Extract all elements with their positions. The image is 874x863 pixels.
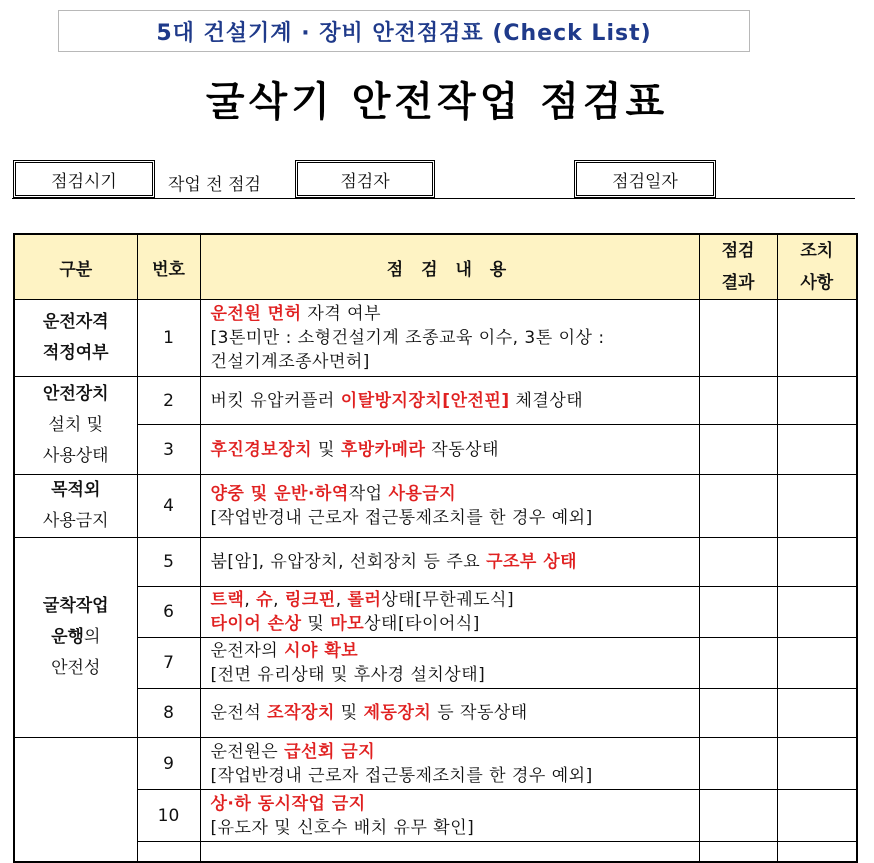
category-text: 운행 [51, 627, 84, 647]
result-cell[interactable] [699, 538, 777, 587]
item-number: 1 [137, 300, 200, 377]
item-number: 10 [137, 790, 200, 842]
item-text: 자격 여부 [301, 304, 382, 324]
item-number: 7 [137, 638, 200, 689]
item-highlight: 후방카메라 [340, 439, 426, 460]
item-highlight: 구조부 상태 [486, 552, 578, 572]
action-cell[interactable] [777, 842, 857, 862]
action-cell[interactable] [777, 738, 857, 790]
item-text: , [244, 590, 257, 610]
timing-label: 점검시기 [13, 160, 155, 198]
item-highlight: 타이어 손상 [210, 614, 302, 634]
action-cell[interactable] [777, 689, 857, 738]
item-text: , [273, 590, 285, 610]
category-text: 안전장치 [42, 384, 109, 404]
info-underline [12, 198, 855, 199]
item-number: 5 [137, 538, 200, 587]
action-cell[interactable] [777, 377, 857, 425]
header-row [14, 234, 857, 300]
header-result [699, 234, 777, 300]
item-number: 9 [137, 738, 200, 790]
table-row [14, 425, 857, 475]
item-content [200, 425, 699, 475]
table-row [14, 842, 857, 862]
item-note: [유도자 및 신호수 배치 유무 확인] [210, 817, 475, 838]
item-text: 운전자의 [210, 641, 285, 661]
header-result-line1: 점검 [721, 241, 755, 261]
header-number: 번호 [137, 234, 200, 300]
action-cell[interactable] [777, 475, 857, 538]
table-row [14, 587, 857, 638]
item-content [200, 475, 699, 538]
item-highlight: 급선회 금지 [284, 741, 376, 762]
result-cell[interactable] [699, 587, 777, 638]
category-text: 적정여부 [42, 343, 109, 363]
action-cell[interactable] [777, 790, 857, 842]
table-row [14, 689, 857, 738]
item-text: 및 [301, 614, 331, 634]
category-misuse [14, 475, 137, 538]
category-safety-device [14, 377, 137, 475]
item-text: 버킷 유압커플러 [210, 390, 341, 411]
table-row [14, 538, 857, 587]
header-content: 점 검 내 용 [200, 234, 699, 300]
checklist-table [13, 233, 858, 863]
action-cell[interactable] [777, 638, 857, 689]
item-note: [작업반경내 근로자 접근통제조치를 한 경우 예외] [210, 508, 593, 528]
item-highlight: 조작장치 [267, 703, 335, 723]
result-cell[interactable] [699, 425, 777, 475]
result-cell[interactable] [699, 842, 777, 862]
item-text: 및 [334, 703, 364, 723]
category-operation [14, 538, 137, 738]
item-content [200, 377, 699, 425]
item-text: 상태[무한궤도식] [381, 590, 515, 610]
item-text: 등 작동상태 [431, 703, 528, 723]
result-cell[interactable] [699, 638, 777, 689]
item-content [200, 842, 699, 862]
result-cell[interactable] [699, 790, 777, 842]
category-text: 운전자격 [42, 312, 109, 332]
result-cell[interactable] [699, 377, 777, 425]
item-note: [전면 유리상태 및 후사경 설치상태] [210, 665, 486, 685]
category-text: 목적외 [51, 480, 101, 500]
table-row [14, 738, 857, 790]
item-content [200, 300, 699, 377]
header-action [777, 234, 857, 300]
result-cell[interactable] [699, 689, 777, 738]
category-text: 설치 및 [48, 415, 104, 435]
action-cell[interactable] [777, 300, 857, 377]
item-text: 붐[암], 유압장치, 선회장치 등 주요 [210, 552, 487, 572]
header-action-line1: 조치 [800, 241, 834, 261]
action-cell[interactable] [777, 587, 857, 638]
item-text: 작동상태 [425, 439, 499, 460]
document-banner: 5대 건설기계 · 장비 안전점검표 (Check List) [58, 10, 750, 52]
date-label: 점검일자 [574, 160, 716, 198]
item-number: 6 [137, 587, 200, 638]
item-text: 운전석 [210, 703, 268, 723]
item-highlight: 링크핀 [284, 590, 336, 610]
category-text: 사용상태 [42, 446, 109, 466]
item-highlight: 제동장치 [363, 703, 432, 723]
action-cell[interactable] [777, 425, 857, 475]
item-number: 3 [137, 425, 200, 475]
inspector-label: 점검자 [295, 160, 435, 198]
item-highlight: 사용금지 [388, 484, 457, 504]
item-text: 운전원은 [210, 741, 285, 762]
table-row [14, 638, 857, 689]
table-row [14, 790, 857, 842]
header-category: 구분 [14, 234, 137, 300]
item-highlight: 트랙 [210, 590, 245, 610]
item-number: 2 [137, 377, 200, 425]
item-content [200, 587, 699, 638]
item-note: [3톤미만 : 소형건설기계 조종교육 이수, 3톤 이상 : [210, 328, 605, 348]
header-result-line2: 결과 [721, 273, 755, 293]
item-highlight: 운전원 면허 [210, 304, 302, 324]
table-row [14, 300, 857, 377]
item-note: 건설기계조종사면허] [210, 352, 370, 372]
result-cell[interactable] [699, 738, 777, 790]
category-text: 의 [83, 627, 101, 647]
result-cell[interactable] [699, 475, 777, 538]
item-highlight: 양중 및 운반·하역 [210, 484, 349, 504]
item-content [200, 689, 699, 738]
item-text: 작업 [348, 484, 389, 504]
category-qualification [14, 300, 137, 377]
item-highlight: 슈 [256, 590, 274, 610]
item-highlight: 롤러 [347, 590, 382, 610]
item-number: 8 [137, 689, 200, 738]
table-row [14, 377, 857, 425]
table-row [14, 475, 857, 538]
item-highlight: 이탈방지장치[안전핀] [340, 390, 510, 411]
item-content [200, 538, 699, 587]
item-text: 체결상태 [509, 390, 584, 411]
item-text: 상태[타이어식] [364, 614, 480, 634]
item-number: 4 [137, 475, 200, 538]
item-content [200, 738, 699, 790]
result-cell[interactable] [699, 300, 777, 377]
item-highlight: 후진경보장치 [210, 439, 313, 460]
item-content [200, 790, 699, 842]
item-note: [작업반경내 근로자 접근통제조치를 한 경우 예외] [210, 765, 593, 786]
item-text: , [335, 590, 348, 610]
category-text: 안전성 [51, 658, 101, 678]
timing-value: 작업 전 점검 [168, 175, 261, 195]
category-text: 굴착작업 [42, 596, 109, 616]
item-number [137, 842, 200, 862]
item-highlight: 상·하 동시작업 금지 [210, 793, 366, 814]
page-title: 굴삭기 안전작업 점검표 [205, 79, 669, 125]
item-highlight: 시야 확보 [284, 641, 359, 661]
item-highlight: 마모 [330, 614, 365, 634]
header-action-line2: 사항 [800, 273, 834, 293]
item-text: 및 [312, 439, 341, 460]
category-text: 사용금지 [42, 511, 109, 531]
item-content [200, 638, 699, 689]
action-cell[interactable] [777, 538, 857, 587]
